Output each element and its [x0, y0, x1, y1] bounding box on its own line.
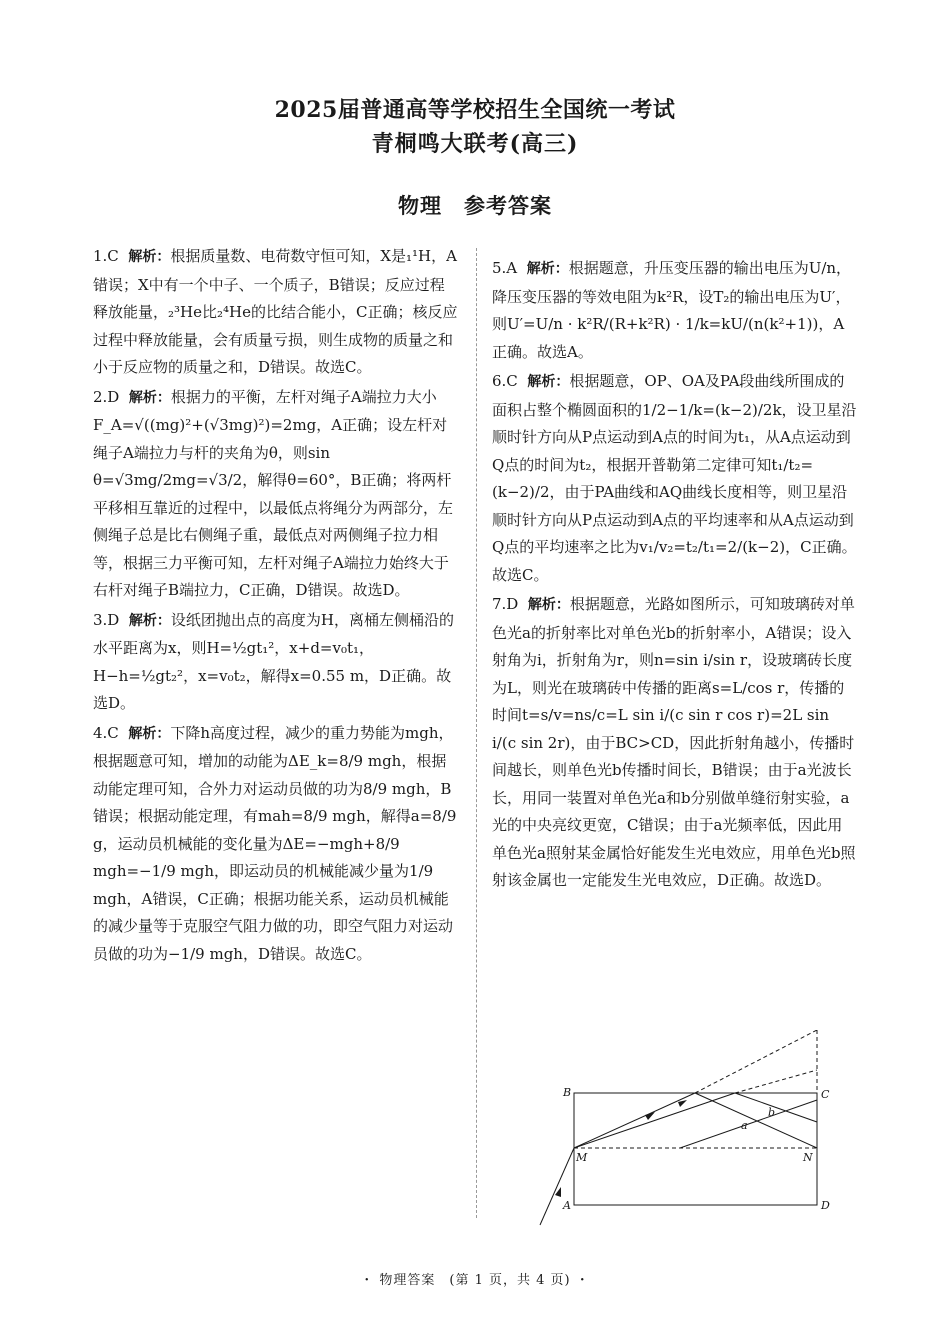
- label-b-corner: B: [563, 1086, 572, 1099]
- label-ray-a: a: [741, 1119, 748, 1132]
- label-m: M: [576, 1151, 588, 1164]
- answer-number: 7.D: [492, 595, 519, 613]
- answer-text: 设纸团抛出点的高度为H，离桶左侧桶沿的水平距离为x，则H=½gt₁²，x+d=v₀t₁，H−h=½gt₂²，x=v₀t₂，解得x=0.55 m，D正确。故选D。: [93, 610, 454, 712]
- section-title: 物理 参考答案: [398, 193, 552, 218]
- answer-4: [93, 720, 458, 969]
- answer-label: 解析：: [527, 597, 570, 613]
- label-a-corner: A: [563, 1199, 571, 1212]
- left-column: [93, 243, 458, 970]
- answer-3: [93, 607, 458, 718]
- ray-a-in: [574, 1093, 735, 1148]
- answer-number: 2.D: [93, 387, 120, 406]
- answer-label: 解析：: [128, 612, 171, 629]
- column-divider: [476, 248, 477, 1218]
- answer-number: 6.C: [492, 372, 518, 390]
- answer-label: 解析：: [128, 389, 171, 406]
- answer-5: [492, 255, 857, 366]
- answer-label: 解析：: [527, 374, 570, 390]
- page-footer: ・ 物理答案 (第 1 页，共 4 页) ・: [360, 1273, 590, 1288]
- answer-1: [93, 243, 458, 382]
- label-ray-b: b: [768, 1106, 776, 1119]
- answer-number: 1.C: [93, 247, 119, 265]
- answer-number: 5.A: [492, 259, 518, 277]
- answer-label: 解析：: [128, 725, 171, 742]
- answer-number: 4.C: [93, 723, 119, 742]
- answer-label: 解析：: [128, 249, 171, 265]
- label-d-corner: D: [821, 1199, 830, 1212]
- answer-text: 根据力的平衡，左杆对绳子A端拉力大小F_A=√((mg)²+(√3mg)²)=2mg，A正确；设左杆对绳子A端拉力与杆的夹角为θ，则sin θ=√3mg/2mg=√3/2，解得θ=60°，B正确；将两杆平移相互靠近的过程中，以最低点将绳分为两部分，左侧绳子总是比右侧绳子重，最低点对两侧绳子拉力相等，根据三力平衡可知，左杆对绳子A端拉力始终大于右杆对绳子B端拉力，C正确，D错误。故选D。: [93, 387, 454, 599]
- optics-diagram: [530, 1030, 850, 1230]
- ray-a-out: [735, 1093, 817, 1122]
- answer-2: [93, 384, 458, 605]
- answer-text: 根据题意，升压变压器的输出电压为U/n，降压变压器的等效电阻为k²R，设T₂的输出电压为U′，则U′=U/n · k²R/(R+k²R) · 1/k=kU/(n(k²+1))，A正确。故选A。: [492, 259, 852, 361]
- label-n: N: [803, 1151, 813, 1164]
- answer-text: 根据题意，OP、OA及PA段曲线所围成的面积占整个椭圆面积的1/2−1/k=(k−2)/2k，设卫星沿顺时针方向从P点运动到A点的时间为t₁，从A点运动到Q点的时间为t₂，根据开普勒第二定律可知t₁/t₂=(k−2)/2，由于PA曲线和AQ曲线长度相等，则卫星沿顺时针方向从P点运动到A点的平均速率和从A点运动到Q点的平均速率之比为v₁/v₂=t₂/t₁=2/(k−2)，C正确。故选C。: [492, 372, 857, 584]
- answer-6: [492, 368, 857, 589]
- answer-text: 根据质量数、电荷数守恒可知，X是₁¹H，A错误；X中有一个中子、一个质子，B错误；反应过程释放能量，₂³He比₂⁴He的比结合能小，C正确；核反应过程中释放能量，会有质量亏损，则生成物的质量之和小于反应物的质量之和，D错误。故选C。: [93, 247, 458, 376]
- answer-number: 3.D: [93, 610, 120, 629]
- dashed-extension-mid: [735, 1070, 817, 1093]
- glass-block: [574, 1093, 817, 1205]
- incident-ray: [540, 1148, 574, 1225]
- dashed-extension-top: [695, 1030, 817, 1093]
- right-column: [492, 255, 857, 897]
- ray-arrow-2: [678, 1100, 687, 1107]
- answer-text: 根据题意，光路如图所示，可知玻璃砖对单色光a的折射率比对单色光b的折射率小，A错误；设入射角为i，折射角为r，则n=sin i/sin r，设玻璃砖长度为L，则光在玻璃砖中传播的距离s=L/cos r，传播的时间t=s/v=ns/c=L sin i/(c sin r cos r)=2L sin i/(c sin 2r)，由于BC>CD，因此折射角越小，传播时间越长，则单色光b传播时间长，B错误；由于a光波长长，用同一装置对单色光a和b分别做单缝衍射实验，a光的中央亮纹更宽，C错误；由于a光频率低，因此用单色光a照射某金属恰好能发生光电效应，用单色光b照射该金属也一定能发生光电效应，D正确。故选D。: [492, 595, 856, 889]
- ray-cross: [680, 1100, 817, 1148]
- answer-text: 下降h高度过程，减少的重力势能为mgh，根据题意可知，增加的动能为ΔE_k=8/9 mgh，根据动能定理可知，合外力对运动员做的功为8/9 mgh，B错误；根据动能定理，有mah=8/9 mgh，解得a=8/9 g，运动员机械能的变化量为ΔE=−mgh+8/9 mgh=−1/9 mgh，即运动员的机械能减少量为1/9 mgh，A错误，C正确；根据功能关系，运动员机械能的减少量等于克服空气阻力做的功，即空气阻力对运动员做的功为−1/9 mgh，D错误。故选C。: [93, 723, 457, 963]
- answer-7: [492, 591, 857, 895]
- label-c-corner: C: [821, 1088, 830, 1101]
- ray-b-out: [695, 1093, 817, 1148]
- answer-label: 解析：: [526, 261, 569, 277]
- exam-title: 2025届普通高等学校招生全国统一考试: [274, 97, 676, 123]
- ray-b-in: [574, 1093, 695, 1148]
- exam-subtitle: 青桐鸣大联考(高三): [371, 131, 579, 157]
